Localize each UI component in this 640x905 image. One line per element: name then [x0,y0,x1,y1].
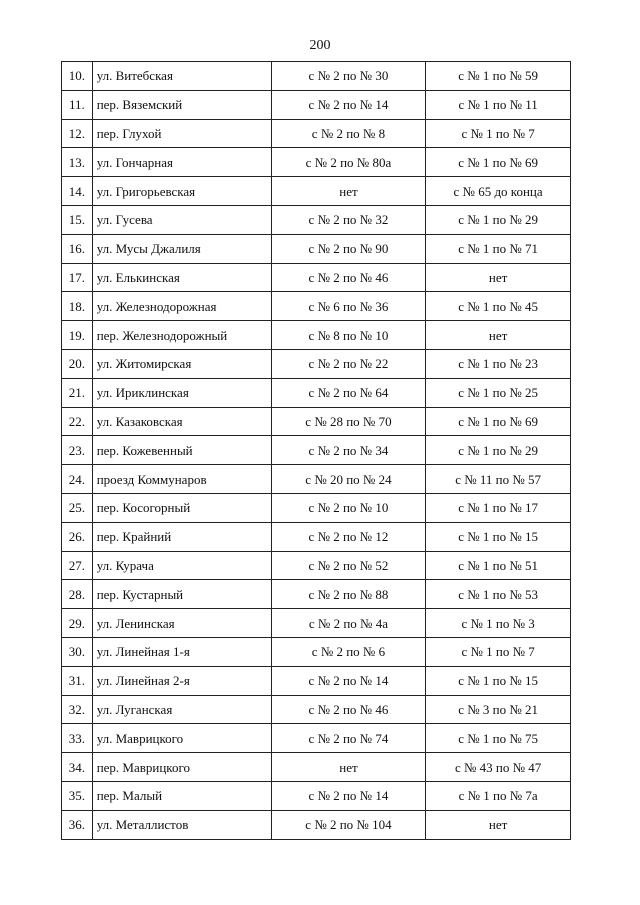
odd-houses-cell: с № 3 по № 21 [426,695,571,724]
street-name-cell: пер. Вяземский [92,90,271,119]
row-number-cell: 16. [62,234,93,263]
street-name-cell: ул. Луганская [92,695,271,724]
row-number-cell: 30. [62,637,93,666]
odd-houses-cell: с № 1 по № 53 [426,580,571,609]
even-houses-cell: с № 6 по № 36 [271,292,425,321]
even-houses-cell: с № 2 по № 46 [271,263,425,292]
even-houses-cell: с № 2 по № 34 [271,436,425,465]
table-row [62,465,571,494]
street-name-cell: ул. Линейная 2-я [92,666,271,695]
odd-houses-cell: нет [426,810,571,839]
odd-houses-cell: с № 1 по № 7 [426,637,571,666]
row-number-cell: 26. [62,522,93,551]
odd-houses-cell: с № 1 по № 29 [426,205,571,234]
odd-houses-cell: с № 1 по № 45 [426,292,571,321]
odd-houses-cell: с № 11 по № 57 [426,465,571,494]
even-houses-cell: с № 2 по № 88 [271,580,425,609]
even-houses-cell: с № 2 по № 12 [271,522,425,551]
odd-houses-cell: с № 43 по № 47 [426,753,571,782]
table-row [62,493,571,522]
row-number-cell: 35. [62,781,93,810]
even-houses-cell: с № 20 по № 24 [271,465,425,494]
street-name-cell: пер. Крайний [92,522,271,551]
row-number-cell: 17. [62,263,93,292]
table-row [62,666,571,695]
row-number-cell: 10. [62,62,93,91]
table-row [62,378,571,407]
table-row [62,62,571,91]
street-name-cell: пер. Глухой [92,119,271,148]
table-row [62,724,571,753]
odd-houses-cell: с № 1 по № 3 [426,609,571,638]
odd-houses-cell: с № 65 до конца [426,177,571,206]
row-number-cell: 31. [62,666,93,695]
street-name-cell: ул. Ириклинская [92,378,271,407]
row-number-cell: 25. [62,493,93,522]
row-number-cell: 23. [62,436,93,465]
street-name-cell: ул. Курача [92,551,271,580]
row-number-cell: 28. [62,580,93,609]
odd-houses-cell: нет [426,263,571,292]
odd-houses-cell: с № 1 по № 69 [426,148,571,177]
table-row [62,292,571,321]
street-table [61,61,571,840]
street-name-cell: ул. Казаковская [92,407,271,436]
row-number-cell: 21. [62,378,93,407]
odd-houses-cell: с № 1 по № 7а [426,781,571,810]
even-houses-cell: с № 2 по № 4а [271,609,425,638]
table-row [62,580,571,609]
street-name-cell: ул. Витебская [92,62,271,91]
street-name-cell: ул. Линейная 1-я [92,637,271,666]
row-number-cell: 15. [62,205,93,234]
row-number-cell: 12. [62,119,93,148]
row-number-cell: 20. [62,349,93,378]
odd-houses-cell: с № 1 по № 25 [426,378,571,407]
even-houses-cell: нет [271,177,425,206]
even-houses-cell: с № 2 по № 30 [271,62,425,91]
street-name-cell: ул. Металлистов [92,810,271,839]
even-houses-cell: с № 2 по № 90 [271,234,425,263]
even-houses-cell: с № 2 по № 104 [271,810,425,839]
even-houses-cell: с № 2 по № 74 [271,724,425,753]
page-number: 200 [309,38,331,53]
row-number-cell: 13. [62,148,93,177]
row-number-cell: 34. [62,753,93,782]
table-row [62,90,571,119]
table-row [62,753,571,782]
even-houses-cell: с № 2 по № 14 [271,666,425,695]
table-row [62,407,571,436]
street-name-cell: ул. Гончарная [92,148,271,177]
odd-houses-cell: с № 1 по № 15 [426,522,571,551]
even-houses-cell: нет [271,753,425,782]
street-name-cell: ул. Елькинская [92,263,271,292]
street-name-cell: ул. Григорьевская [92,177,271,206]
table-row [62,263,571,292]
street-name-cell: проезд Коммунаров [92,465,271,494]
table-row [62,522,571,551]
row-number-cell: 11. [62,90,93,119]
street-name-cell: ул. Железнодорожная [92,292,271,321]
row-number-cell: 29. [62,609,93,638]
table-row [62,119,571,148]
row-number-cell: 19. [62,321,93,350]
even-houses-cell: с № 2 по № 80а [271,148,425,177]
odd-houses-cell: с № 1 по № 23 [426,349,571,378]
odd-houses-cell: с № 1 по № 69 [426,407,571,436]
odd-houses-cell: с № 1 по № 75 [426,724,571,753]
even-houses-cell: с № 28 по № 70 [271,407,425,436]
odd-houses-cell: с № 1 по № 51 [426,551,571,580]
even-houses-cell: с № 2 по № 46 [271,695,425,724]
table-row [62,637,571,666]
street-name-cell: пер. Малый [92,781,271,810]
even-houses-cell: с № 2 по № 64 [271,378,425,407]
odd-houses-cell: с № 1 по № 59 [426,62,571,91]
even-houses-cell: с № 2 по № 22 [271,349,425,378]
street-name-cell: пер. Кожевенный [92,436,271,465]
odd-houses-cell: с № 1 по № 15 [426,666,571,695]
row-number-cell: 14. [62,177,93,206]
even-houses-cell: с № 2 по № 8 [271,119,425,148]
table-row [62,781,571,810]
even-houses-cell: с № 2 по № 6 [271,637,425,666]
odd-houses-cell: с № 1 по № 17 [426,493,571,522]
table-row [62,205,571,234]
row-number-cell: 27. [62,551,93,580]
street-name-cell: ул. Ленинская [92,609,271,638]
street-name-cell: ул. Житомирская [92,349,271,378]
street-name-cell: ул. Мусы Джалиля [92,234,271,263]
street-name-cell: пер. Косогорный [92,493,271,522]
odd-houses-cell: нет [426,321,571,350]
row-number-cell: 24. [62,465,93,494]
table-row [62,609,571,638]
street-name-cell: пер. Кустарный [92,580,271,609]
row-number-cell: 33. [62,724,93,753]
row-number-cell: 18. [62,292,93,321]
odd-houses-cell: с № 1 по № 7 [426,119,571,148]
table-row [62,148,571,177]
odd-houses-cell: с № 1 по № 71 [426,234,571,263]
row-number-cell: 36. [62,810,93,839]
street-name-cell: пер. Маврицкого [92,753,271,782]
table-row [62,177,571,206]
table-row [62,234,571,263]
even-houses-cell: с № 2 по № 14 [271,90,425,119]
street-name-cell: пер. Железнодорожный [92,321,271,350]
odd-houses-cell: с № 1 по № 11 [426,90,571,119]
table-row [62,551,571,580]
even-houses-cell: с № 8 по № 10 [271,321,425,350]
table-row [62,436,571,465]
street-name-cell: ул. Маврицкого [92,724,271,753]
table-row [62,349,571,378]
table-row [62,695,571,724]
street-name-cell: ул. Гусева [92,205,271,234]
even-houses-cell: с № 2 по № 10 [271,493,425,522]
odd-houses-cell: с № 1 по № 29 [426,436,571,465]
even-houses-cell: с № 2 по № 32 [271,205,425,234]
table-row [62,321,571,350]
table-row [62,810,571,839]
even-houses-cell: с № 2 по № 52 [271,551,425,580]
even-houses-cell: с № 2 по № 14 [271,781,425,810]
row-number-cell: 32. [62,695,93,724]
row-number-cell: 22. [62,407,93,436]
